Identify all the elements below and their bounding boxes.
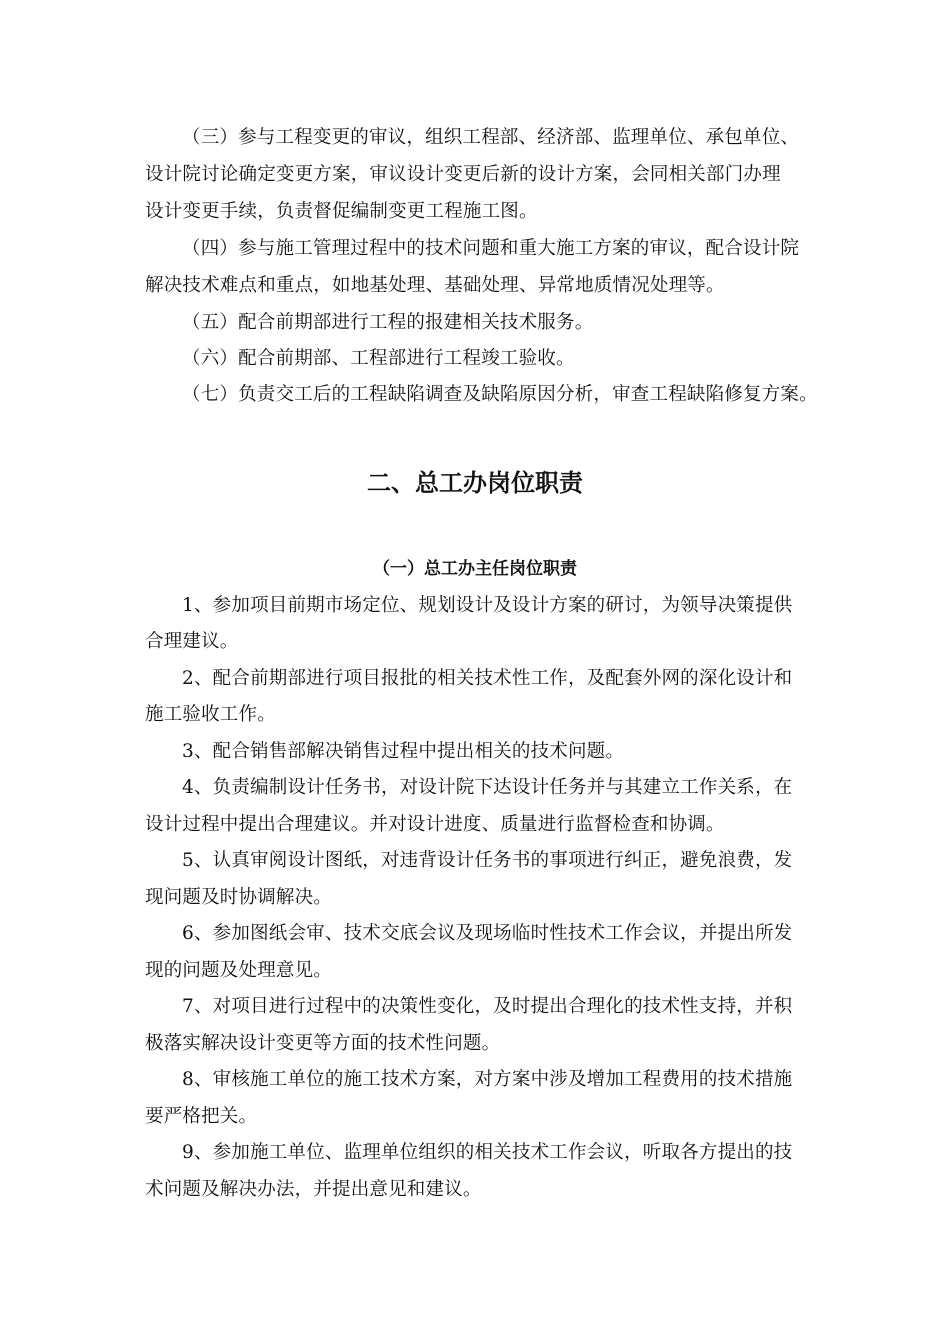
duty-line: 施工验收工作。 [145,704,276,725]
duty-line: 术问题及解决办法，并提出意见和建议。 [145,1179,482,1200]
duty-line: 3、配合销售部解决销售过程中提出相关的技术问题。 [182,741,625,762]
duty-line: 2、配合前期部进行项目报批的相关技术性工作，及配套外网的深化设计和 [182,668,793,689]
paragraph-line: （五）配合前期部进行工程的报建相关技术服务。 [182,312,594,333]
duty-line: 9、参加施工单位、监理单位组织的相关技术工作会议，听取各方提出的技 [182,1142,793,1163]
duty-line: 8、审核施工单位的施工技术方案，对方案中涉及增加工程费用的技术措施 [182,1069,793,1090]
duty-line: 极落实解决设计变更等方面的技术性问题。 [145,1033,501,1054]
duty-line: 要严格把关。 [145,1106,258,1127]
duty-line: 合理建议。 [145,631,239,652]
paragraph-line: （四）参与施工管理过程中的技术问题和重大施工方案的审议，配合设计院 [182,238,800,259]
duty-line: 5、认真审阅设计图纸，对违背设计任务书的事项进行纠正，避免浪费，发 [182,850,793,871]
paragraph-line: （六）配合前期部、工程部进行工程竣工验收。 [182,348,575,369]
paragraph-line: 解决技术难点和重点，如地基处理、基础处理、异常地质情况处理等。 [145,275,725,296]
paragraph-line: （七）负责交工后的工程缺陷调查及缺陷原因分析，审查工程缺陷修复方案。 [182,384,818,405]
duty-line: 1、参加项目前期市场定位、规划设计及设计方案的研讨，为领导决策提供 [182,595,793,616]
section-title: 二、总工办岗位职责 [367,469,583,497]
duty-line: 6、参加图纸会审、技术交底会议及现场临时性技术工作会议，并提出所发 [182,923,793,944]
paragraph-line: （三）参与工程变更的审议，组织工程部、经济部、监理单位、承包单位、 [182,127,800,148]
duty-line: 现问题及时协调解决。 [145,887,333,908]
duty-line: 4、负责编制设计任务书，对设计院下达设计任务并与其建立工作关系，在 [182,777,793,798]
subsection-title: （一）总工办主任岗位职责 [373,559,577,579]
paragraph-line: 设计变更手续，负责督促编制变更工程施工图。 [145,201,538,222]
duty-line: 现的问题及处理意见。 [145,960,333,981]
paragraph-line: 设计院讨论确定变更方案，审议设计变更后新的设计方案，会同相关部门办理 [145,164,781,185]
duty-line: 设计过程中提出合理建议。并对设计进度、质量进行监督检查和协调。 [145,814,725,835]
duty-line: 7、对项目进行过程中的决策性变化，及时提出合理化的技术性支持，并积 [182,996,793,1017]
